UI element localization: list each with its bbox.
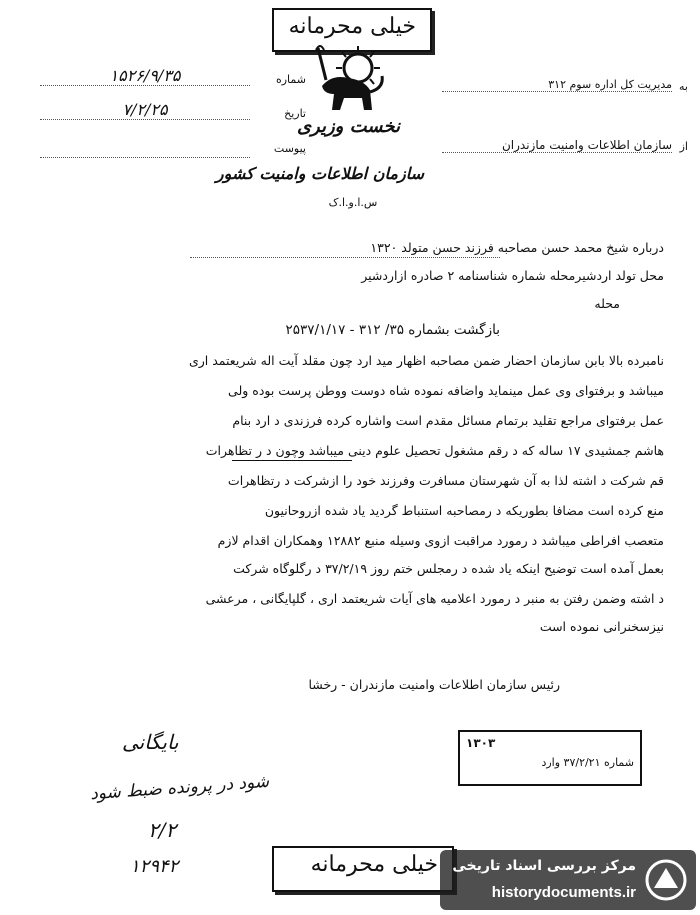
subject-underline	[190, 256, 500, 258]
body-line-5: میباشد و برفتوای وی عمل مینماید واضافه نموده شاه دوست ووطن پرست بوده ولی	[228, 383, 664, 398]
classification-stamp-top: خیلی محرمانه	[272, 8, 432, 52]
date-value: ۷/۲/۲۵	[40, 100, 250, 120]
body-line-12: د اشته وضمن رفتن به منبر د رمورد اعلامیه های آیات شریعتمد اری ، گلپایگانی ، مرعشی	[205, 591, 664, 606]
body-line-7: هاشم جمشیدی ۱۷ ساله که د رقم مشغول تحصیل علوم دینی میباشد وچون د ر تظاهرات	[205, 443, 664, 458]
body-line-2: محله	[594, 296, 620, 311]
handwritten-note-1: بایگانی	[122, 730, 179, 754]
body-line-9: منع کرده است مضافا بطوریکه د رمصاحبه استنباط گردید یاد شده ازروحانیون	[264, 503, 664, 518]
handwritten-number: ۱۲۹۴۲	[130, 856, 179, 877]
letterhead-org: سازمان اطلاعات وامنیت کشور	[215, 164, 424, 183]
number-value: ۱۵۲۶/۹/۳۵	[40, 66, 250, 86]
classification-stamp-bottom: خیلی محرمانه	[272, 846, 454, 892]
body-line-8: قم شرکت د اشته لذا به آن شهرستان مسافرت وفرزند خود را ازشرکت د رتظاهرات	[227, 473, 664, 488]
receipt-stamp-text: شماره ۳۷/۲/۲۱ وارد	[541, 756, 634, 769]
body-line-11: بعمل آمده است توضیح اینکه یاد شده د رمجلس ختم روز ۳۷/۲/۱۹ د رگلوگاه شرکت	[233, 561, 664, 576]
watermark-url: historydocuments.ir	[491, 884, 636, 901]
watermark-banner	[440, 850, 696, 910]
attachment-line	[40, 156, 250, 158]
from-label: از	[679, 140, 688, 153]
date-label: تاریخ	[284, 107, 306, 120]
lion-and-sun-emblem-icon	[308, 40, 392, 116]
to-value: مدیریت کل اداره سوم ۳۱۲	[442, 78, 672, 92]
body-line-10: متعصب افراطی میباشد د رمورد مراقبت ازوی وسیله منبع ۱۲۸۸۲ وهمکاران اقدام لازم	[217, 533, 664, 548]
subject-line: درباره شیخ محمد حسن مصاحبه فرزند حسن متولد ۱۳۲۰	[370, 240, 664, 255]
receipt-stamp-number: ۱۳۰۳	[466, 736, 496, 750]
number-label: شماره	[275, 73, 306, 86]
signature-line: رئیس سازمان اطلاعات وامنیت مازندران - رخشا	[308, 677, 560, 692]
reference-line: بازگشت بشماره ۳۵/ ۳۱۲ - ۲۵۳۷/۱/۱۷	[285, 322, 500, 338]
attachment-label: پیوست	[273, 142, 306, 155]
handwritten-note-2: شود در پرونده ضبط شود	[89, 771, 270, 805]
letterhead-title: نخست وزیری	[296, 116, 400, 137]
handwritten-note-3: ۲/۲	[148, 818, 177, 842]
letterhead-code: س.ا.و.ا.ک	[328, 196, 378, 209]
underline-mark	[232, 460, 352, 461]
to-label: به	[679, 80, 688, 93]
receipt-stamp	[458, 730, 642, 786]
body-line-13: نیزسخنرانی نموده است	[539, 619, 664, 634]
archive-logo-icon	[644, 858, 688, 902]
body-line-4: نامبرده بالا بابن سازمان احضار ضمن مصاحبه اظهار مید ارد چون مقلد آیت اله شریعتمد اری	[188, 353, 664, 368]
body-line-1: محل تولد اردشیرمحله شماره شناسنامه ۲ صادره ازاردشیر	[361, 268, 664, 283]
body-line-6: عمل برفتوای مراجع تقلید برتمام مسائل مقدم است واشاره کرده فرزندی د ارد بنام	[232, 413, 664, 428]
watermark-text: مرکز بررسی اسناد تاریخی	[452, 858, 636, 874]
from-value: سازمان اطلاعات وامنیت مازندران	[442, 138, 672, 153]
